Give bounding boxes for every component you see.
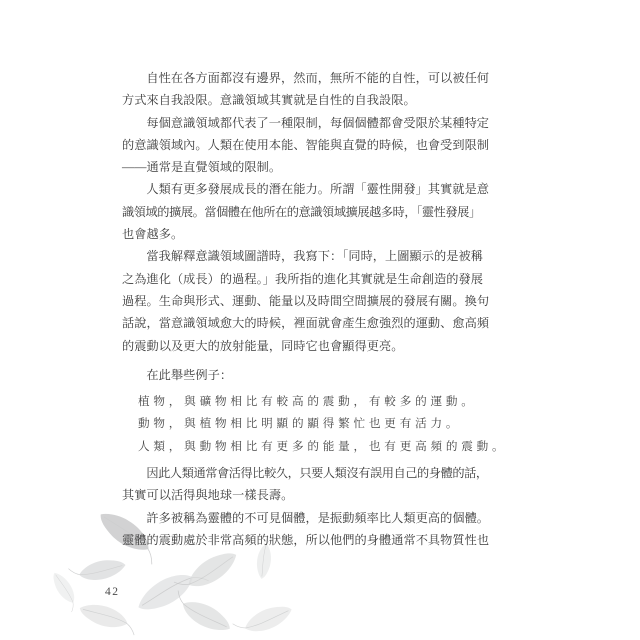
text-line: 動物，與植物相比明顯的顯得繁忙也更有活力。	[138, 417, 462, 431]
text-line: 因此人類通常會活得比較久，只要人類沒有誤用自己的身體的話，	[146, 466, 488, 481]
leaf-icon	[68, 557, 127, 585]
text-line: 當我解釋意識領域圖譜時，我寫下：「同時，上圖顯示的是被稱	[146, 249, 483, 264]
text-line: 也會越多。	[122, 227, 184, 242]
text-line: 的意識領域內。人類在使用本能、智能與直覺的時候，也會受到限制	[122, 137, 490, 152]
leaf-icon	[232, 601, 295, 640]
paragraph-7	[122, 462, 490, 507]
text-line: 許多被稱為靈體的不可見個體，是振動頻率比人類更高的個體。	[146, 510, 490, 525]
paragraph-6	[122, 391, 508, 458]
text-line: 過程。生命與形式、運動、能量以及時間空間擴展的發展有關。換句	[122, 293, 490, 308]
leaf-icon	[77, 598, 140, 637]
text-line: 每個意識領域都代表了一種限制，每個個體都會受限於某種特定	[146, 115, 490, 130]
text-line: 人類，與動物相比有更多的能量，也有更高頻的震動。	[138, 439, 508, 453]
text-block	[122, 67, 508, 551]
text-line: 人類有更多發展成長的潛在能力。所謂「靈性開發」其實就是意	[146, 182, 490, 197]
text-line: 自性在各方面都沒有邊界，然而，無所不能的自性，可以被任何	[146, 71, 490, 85]
leaf-icon	[49, 569, 82, 613]
paragraph-3	[122, 178, 490, 245]
text-line: ——通常是直覺領域的限制。	[122, 160, 282, 175]
text-line: 的震動以及更大的放射能量，同時它也會顯得更亮。	[122, 338, 404, 353]
paragraph-2	[122, 112, 490, 179]
text-line: 話說，當意識領域愈大的時候，裡面就會產生愈強烈的運動、愈高頻	[122, 316, 490, 331]
text-line: 之為進化（成長）的過程。」我所指的進化其實就是生命創造的發展	[122, 271, 484, 286]
text-line: 在此舉些例子：	[146, 367, 233, 382]
page-number: 42	[105, 586, 120, 598]
paragraph-5	[122, 364, 490, 386]
text-line: 其實可以活得與地球一樣長壽。	[122, 488, 294, 503]
text-line: 方式來自我設限。意識領域其實就是自性的自我設限。	[122, 93, 416, 108]
text-line: 植物，與礦物相比有較高的震動，有較多的運動。	[138, 395, 477, 409]
text-line: 識領域的擴展。當個體在他所在的意識領域擴展越多時，「靈性發展」	[122, 204, 481, 219]
text-line: 靈體的震動處於非常高頻的狀態，所以他們的身體通常不具物質性也	[122, 532, 490, 547]
paragraph-8	[122, 507, 490, 552]
paragraph-4	[122, 245, 490, 356]
paragraph-1	[122, 67, 490, 112]
